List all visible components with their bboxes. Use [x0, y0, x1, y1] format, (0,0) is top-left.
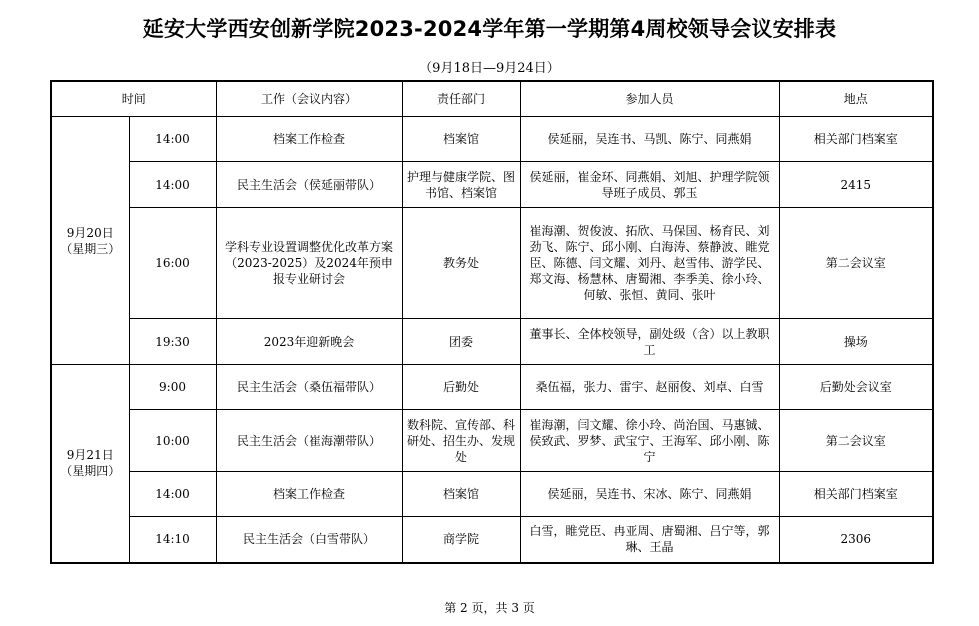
page-number: 第 2 页，共 3 页 — [444, 601, 535, 615]
location-cell: 相关部门档案室 — [779, 472, 933, 517]
location-cell: 相关部门档案室 — [779, 117, 933, 162]
table-row — [51, 517, 933, 563]
table-row — [51, 162, 933, 208]
dept-cell: 教务处 — [402, 208, 520, 319]
work-cell: 学科专业设置调整优化改革方案（2023-2025）及2024年预申报专业研讨会 — [216, 208, 402, 319]
day-cell — [51, 365, 129, 563]
header-time: 时间 — [51, 81, 216, 117]
date-range: （9月18日—9月24日） — [419, 61, 560, 76]
attendees-cell: 白雪，睢党臣、冉亚周、唐蜀湘、吕宁等，郭琳、王晶 — [520, 517, 779, 563]
time-cell: 14:00 — [129, 472, 216, 517]
dept-cell: 护理与健康学院、图书馆、档案馆 — [402, 162, 520, 208]
dept-cell: 团委 — [402, 319, 520, 365]
work-cell: 民主生活会（桑伍福带队） — [216, 365, 402, 410]
table-row — [51, 472, 933, 517]
header-work: 工作（会议内容） — [216, 81, 402, 117]
time-cell: 16:00 — [129, 208, 216, 319]
day-date: 9月20日 — [66, 225, 114, 240]
day-weekday: （星期三） — [60, 241, 121, 256]
day-date: 9月21日 — [66, 448, 114, 463]
attendees-cell: 董事长、全体校领导，副处级（含）以上教职工 — [520, 319, 779, 365]
table-row — [51, 365, 933, 410]
dept-cell: 后勤处 — [402, 365, 520, 410]
attendees-cell: 崔海潮，闫文耀、徐小玲、尚治国、马惠铖、侯致武、罗梦、武宝宁、王海军、邱小刚、陈宁 — [520, 410, 779, 472]
work-cell: 档案工作检查 — [216, 472, 402, 517]
dept-cell: 商学院 — [402, 517, 520, 563]
time-cell: 9:00 — [129, 365, 216, 410]
attendees-cell: 桑伍福，张力、雷宇、赵丽俊、刘卓、白雪 — [520, 365, 779, 410]
dept-cell: 档案馆 — [402, 117, 520, 162]
time-cell: 19:30 — [129, 319, 216, 365]
time-cell: 14:00 — [129, 162, 216, 208]
attendees-cell: 崔海潮、贺俊波、拓欣、马保国、杨育民、刘劲飞、陈宁、邱小刚、白海涛、蔡静波、睢党臣、陈德、闫文耀、刘丹、赵雪伟、游学民、郑文海、杨慧林、唐蜀湘、李季美、徐小玲、何敏、张恒、黄同、张叶 — [520, 208, 779, 319]
location-cell: 第二会议室 — [779, 208, 933, 319]
attendees-cell: 侯延丽，吴连书、宋冰、陈宁、同燕娟 — [520, 472, 779, 517]
location-cell: 第二会议室 — [779, 410, 933, 472]
attendees-cell: 侯延丽，吴连书、马凯、陈宁、同燕娟 — [520, 117, 779, 162]
location-cell: 2415 — [779, 162, 933, 208]
work-cell: 民主生活会（白雪带队） — [216, 517, 402, 563]
schedule-table — [50, 80, 934, 564]
header-dept: 责任部门 — [402, 81, 520, 117]
page-title: 延安大学西安创新学院2023-2024学年第一学期第4周校领导会议安排表 — [142, 17, 837, 41]
table-row — [51, 410, 933, 472]
dept-cell: 档案馆 — [402, 472, 520, 517]
day-cell — [51, 117, 129, 365]
work-cell: 2023年迎新晚会 — [216, 319, 402, 365]
day-weekday: （星期四） — [60, 464, 121, 479]
time-cell: 14:10 — [129, 517, 216, 563]
attendees-cell: 侯延丽，崔金环、同燕娟、刘旭、护理学院领导班子成员、郭玉 — [520, 162, 779, 208]
time-cell: 14:00 — [129, 117, 216, 162]
work-cell: 民主生活会（崔海潮带队） — [216, 410, 402, 472]
location-cell: 后勤处会议室 — [779, 365, 933, 410]
time-cell: 10:00 — [129, 410, 216, 472]
work-cell: 民主生活会（侯延丽带队） — [216, 162, 402, 208]
work-cell: 档案工作检查 — [216, 117, 402, 162]
location-cell: 操场 — [779, 319, 933, 365]
table-row — [51, 319, 933, 365]
table-row — [51, 117, 933, 162]
table-row — [51, 208, 933, 319]
header-attendees: 参加人员 — [520, 81, 779, 117]
table-header-row — [51, 81, 933, 117]
header-location: 地点 — [779, 81, 933, 117]
location-cell: 2306 — [779, 517, 933, 563]
dept-cell: 数科院、宣传部、科研处、招生办、发规处 — [402, 410, 520, 472]
